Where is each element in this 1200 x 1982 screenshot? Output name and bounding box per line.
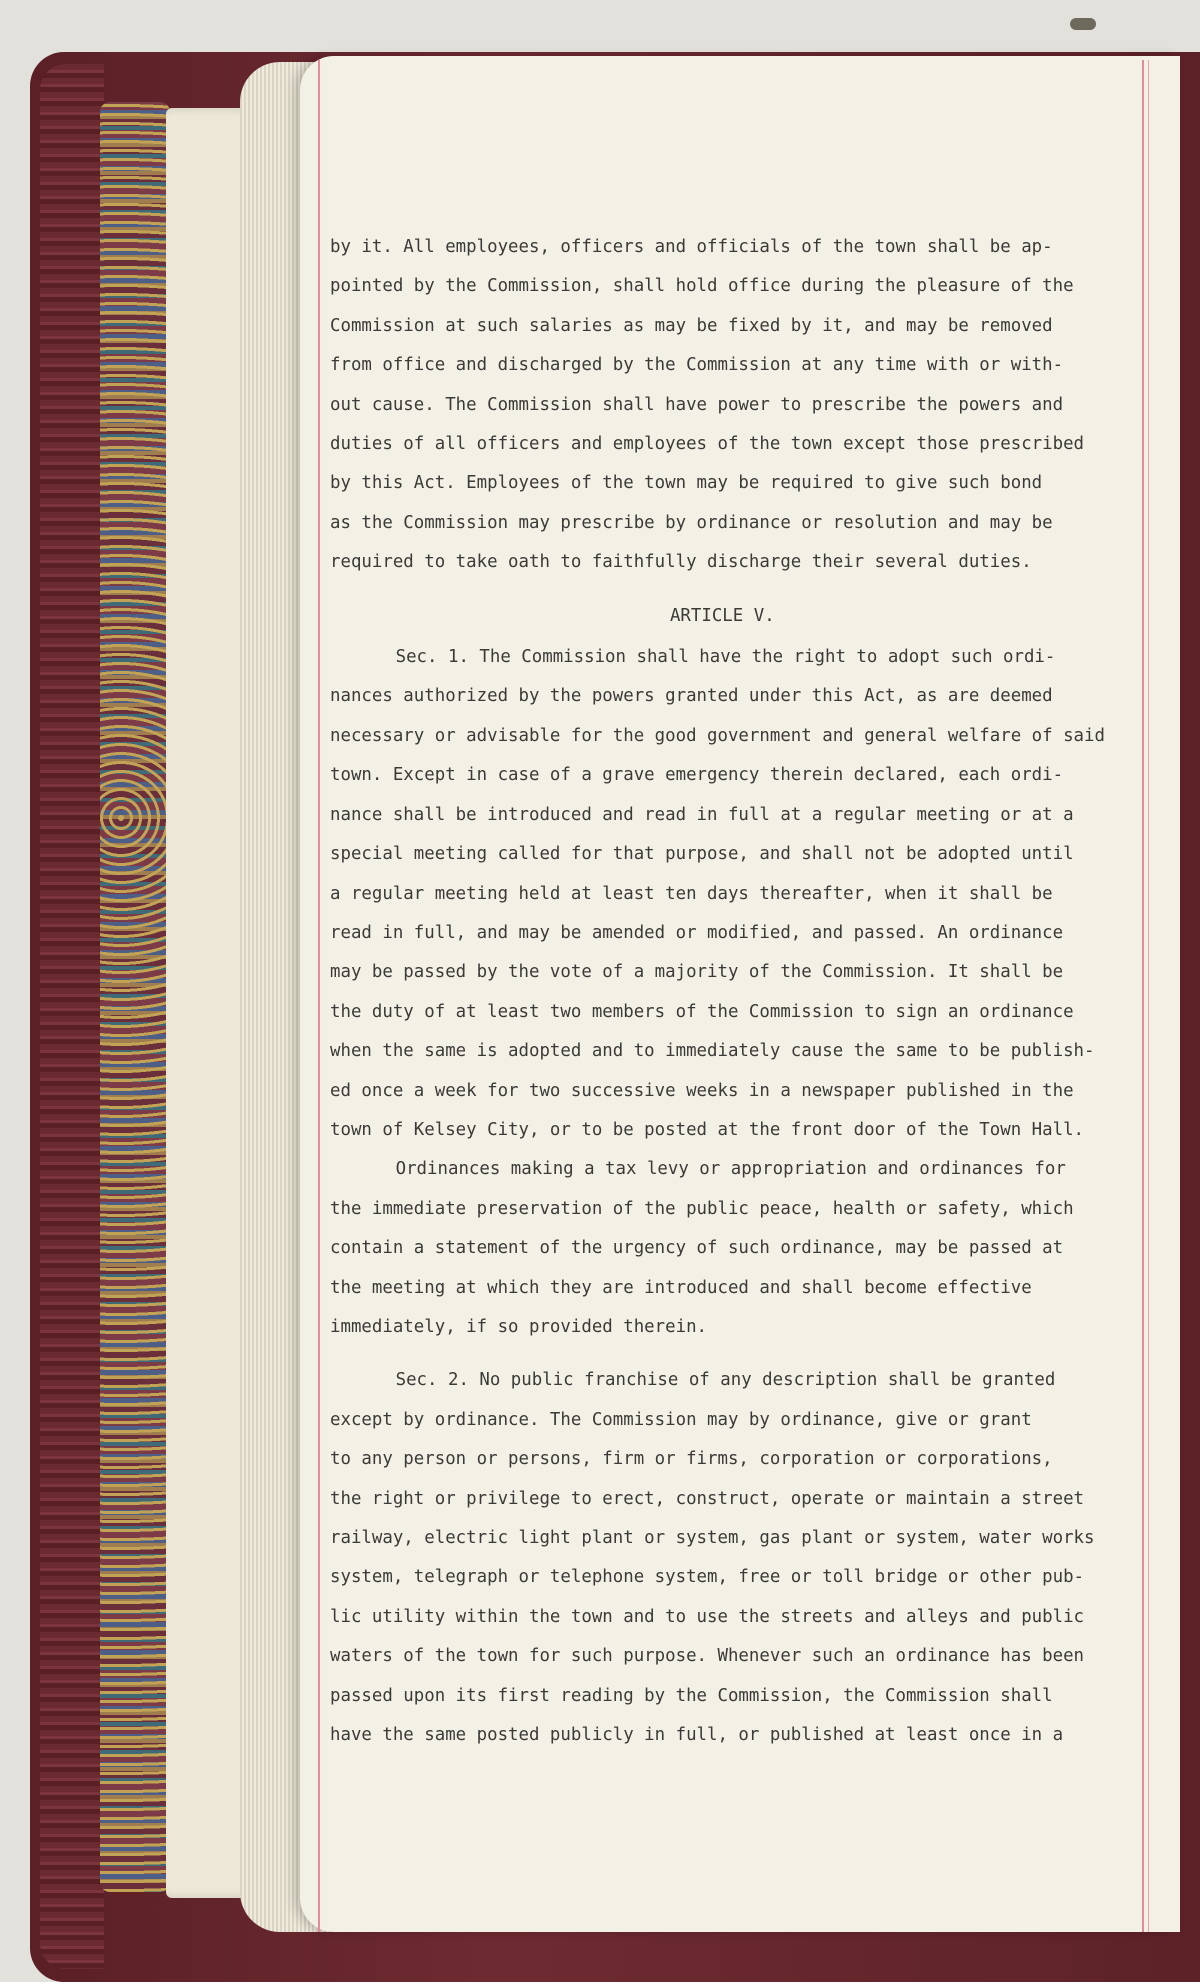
article-heading: ARTICLE V. — [669, 605, 775, 626]
text-line: required to take oath to faithfully discharge their several duties. — [330, 552, 1032, 573]
typewritten-text — [330, 228, 1175, 1755]
text-line: passed upon its first reading by the Commission, the Commission shall — [330, 1685, 1053, 1706]
text-line: by this Act. Employees of the town may be required to give such bond — [330, 473, 1043, 494]
text-line: Sec. 2. No public franchise of any description shall be granted — [395, 1370, 1056, 1391]
text-line: Ordinances making a tax levy or appropriation and ordinances for — [395, 1159, 1066, 1180]
text-line: system, telegraph or telephone system, free or toll bridge or other pub- — [330, 1567, 1085, 1588]
text-line: the meeting at which they are introduced and shall become effective — [330, 1277, 1032, 1298]
text-line: special meeting called for that purpose, and shall not be adopted until — [330, 844, 1074, 865]
paragraph-gap — [330, 1347, 1175, 1361]
text-line: waters of the town for such purpose. Whenever such an ordinance has been — [330, 1646, 1085, 1667]
text-line: duties of all officers and employees of the town except those prescribed — [330, 434, 1085, 455]
text-line: town. Except in case of a grave emergency therein declared, each ordi- — [330, 765, 1064, 786]
text-line: have the same posted publicly in full, or published at least once in a — [330, 1725, 1064, 1746]
text-line: nances authorized by the powers granted under this Act, as are deemed — [330, 686, 1053, 707]
clasp-icon — [1070, 18, 1096, 30]
paragraph-ordinances — [330, 1150, 1175, 1347]
left-margin-rule — [318, 60, 320, 1932]
text-line: the immediate preservation of the public peace, health or safety, which — [330, 1198, 1074, 1219]
text-line: to any person or persons, firm or firms, corporation or corporations, — [330, 1449, 1053, 1470]
text-line: by it. All employees, officers and officials of the town shall be ap- — [330, 237, 1053, 257]
marbled-page-edge — [100, 102, 170, 1892]
text-line: town of Kelsey City, or to be posted at the front door of the Town Hall. — [330, 1119, 1085, 1140]
text-line: the duty of at least two members of the Commission to sign an ordinance — [330, 1001, 1074, 1022]
text-line: read in full, and may be amended or modified, and passed. An ordinance — [330, 922, 1064, 943]
text-line: contain a statement of the urgency of such ordinance, may be passed at — [330, 1238, 1064, 1259]
text-line: lic utility within the town and to use the streets and alleys and public — [330, 1606, 1085, 1627]
paragraph-sec-1 — [330, 638, 1175, 1150]
text-line: pointed by the Commission, shall hold office during the pleasure of the — [330, 276, 1074, 297]
text-line: immediately, if so provided therein. — [330, 1316, 708, 1337]
text-line: except by ordinance. The Commission may by ordinance, give or grant — [330, 1409, 1032, 1430]
text-line: necessary or advisable for the good government and general welfare of said — [330, 725, 1105, 746]
text-line: out cause. The Commission shall have power to prescribe the powers and — [330, 394, 1064, 415]
text-line: ed once a week for two successive weeks in a newspaper published in the — [330, 1080, 1074, 1101]
text-line: as the Commission may prescribe by ordinance or resolution and may be — [330, 512, 1053, 533]
text-line: from office and discharged by the Commission at any time with or with- — [330, 355, 1064, 376]
paragraph-employees — [330, 228, 1175, 583]
text-line: nance shall be introduced and read in full at a regular meeting or at a — [330, 804, 1074, 825]
text-line: Commission at such salaries as may be fixed by it, and may be removed — [330, 315, 1053, 336]
text-line: may be passed by the vote of a majority of the Commission. It shall be — [330, 962, 1064, 983]
book-spine-edge — [40, 64, 104, 1969]
paragraph-sec-2 — [330, 1361, 1175, 1755]
text-line: a regular meeting held at least ten days thereafter, when it shall be — [330, 883, 1053, 904]
text-line: the right or privilege to erect, construct, operate or maintain a street — [330, 1488, 1085, 1509]
text-line: Sec. 1. The Commission shall have the right to adopt such ordi- — [395, 647, 1056, 668]
text-line: when the same is adopted and to immediately cause the same to be publish- — [330, 1041, 1095, 1062]
text-line: railway, electric light plant or system, gas plant or system, water works — [330, 1528, 1095, 1548]
